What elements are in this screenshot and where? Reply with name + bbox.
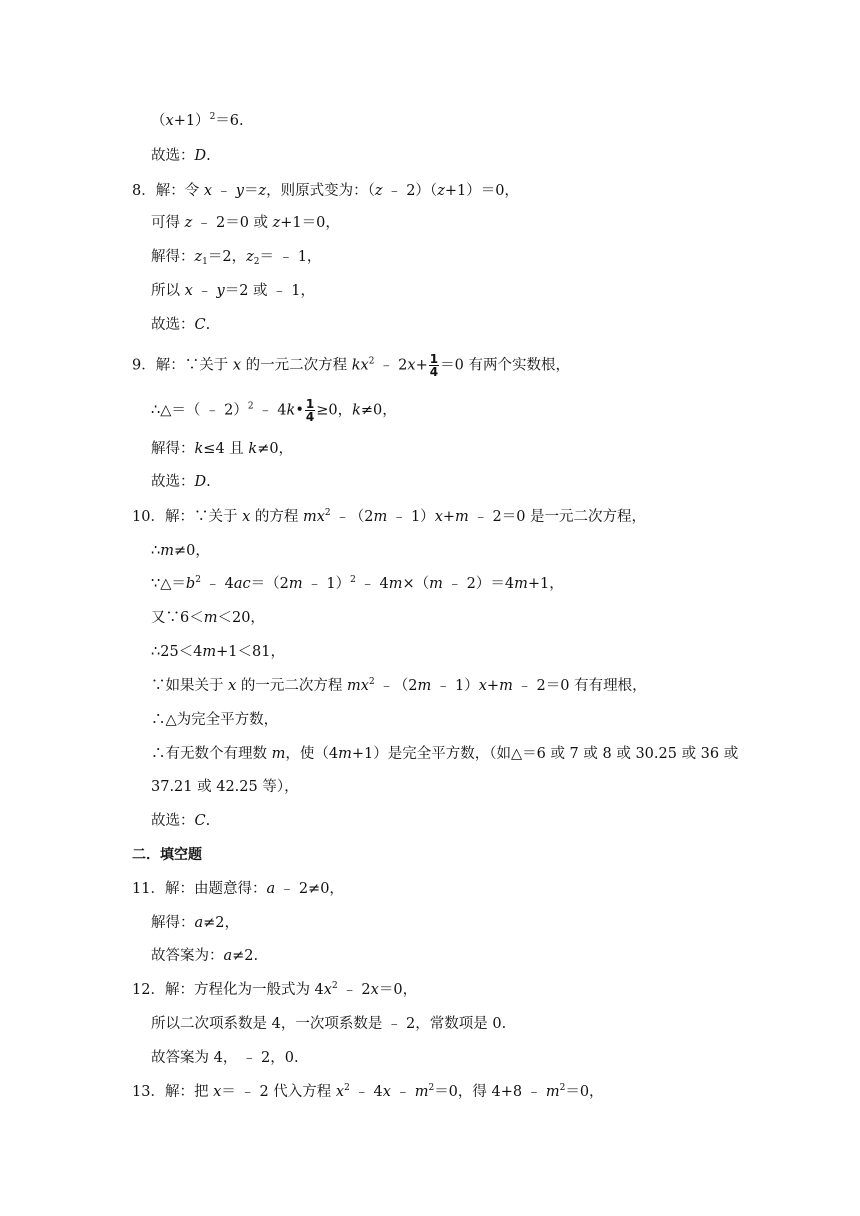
text-line: 故选：D. [151,474,211,490]
fraction: $\frac{1}{4}$ [429,352,439,379]
question-8-heading: 8．解：令 x ﹣ y＝z，则原式变为：（z ﹣ 2）（z+1）＝0， [132,183,519,199]
text-line: 可得 z ﹣ 2＝0 或 z+1＝0， [151,215,340,231]
text-line: 故答案为：a≠2. [151,948,259,964]
text-line: 故选：D. [151,148,211,164]
text-line: ∵如果关于 x 的一元二次方程 $mx^2$ ﹣（2m ﹣ 1）x+m ﹣ 2＝0 有有理根， [151,677,647,694]
text-line: 所以二次项系数是 4，一次项系数是 ﹣ 2，常数项是 0. [151,1016,507,1032]
question-13-heading: 13．解：把 x＝ ﹣ 2 代入方程 $x^2$ ﹣ 4x ﹣ $m^2=0$，得 4+8 ﹣ $m^2=0$， [132,1083,604,1100]
text-line: ∴△＝（ ﹣ 2）$^2$ ﹣ 4k• $\frac{1}{4}$ ≥0，k≠0， [151,397,397,424]
text-line: ∴25＜4m+1＜81， [151,644,285,660]
text-line: 故选：C. [151,813,211,829]
text-line: $(x+1)^2=6$. [151,112,244,129]
text-line: 又∵6＜m＜20， [151,610,265,626]
text-line: 故答案为 4， ﹣ 2，0. [151,1050,299,1066]
question-11-heading: 11．解：由题意得：a ﹣ 2≠0， [132,881,344,897]
text-line: 解得：k≤4 且 k≠0， [151,441,294,457]
text-line: ∴△为完全平方数， [151,712,279,728]
section-heading: 二．填空题 [132,847,202,863]
question-10-heading: 10．解：∵关于 x 的方程 $mx^2$ ﹣（2m ﹣ 1）x+m ﹣ 2＝0 是一元二次方程， [132,508,647,525]
text-line: 解得：a≠2， [151,915,240,931]
question-12-heading: 12．解：方程化为一般式为 $4x^2$ ﹣ 2x＝0， [132,981,418,998]
text-line: ∴有无数个有理数 m，使（4m+1）是完全平方数，（如△＝6 或 7 或 8 或 30.25 或 36 或 [151,746,739,762]
question-9-heading: 9．解：∵关于 x 的一元二次方程 $kx^2$ ﹣ 2x+ $\frac{1}{4}$ ＝0 有两个实数根， [132,352,570,379]
text-line: 37.21 或 42.25 等）， [151,779,299,795]
text-line: $\because\triangle=b^2$ ﹣ 4ac＝（2m ﹣ 1）$^2$ ﹣ 4m×（m ﹣ 2）＝4m+1， [151,575,564,592]
fraction: $\frac{1}{4}$ [305,397,315,424]
text-line: 所以 x ﹣ y＝2 或 ﹣ 1， [151,283,315,299]
text-line: 故选：C. [151,317,211,333]
text-line: ∴m≠0， [151,543,210,559]
text-line: 解得：$z_1=2$，$z_2=$ ﹣ 1， [151,249,322,267]
